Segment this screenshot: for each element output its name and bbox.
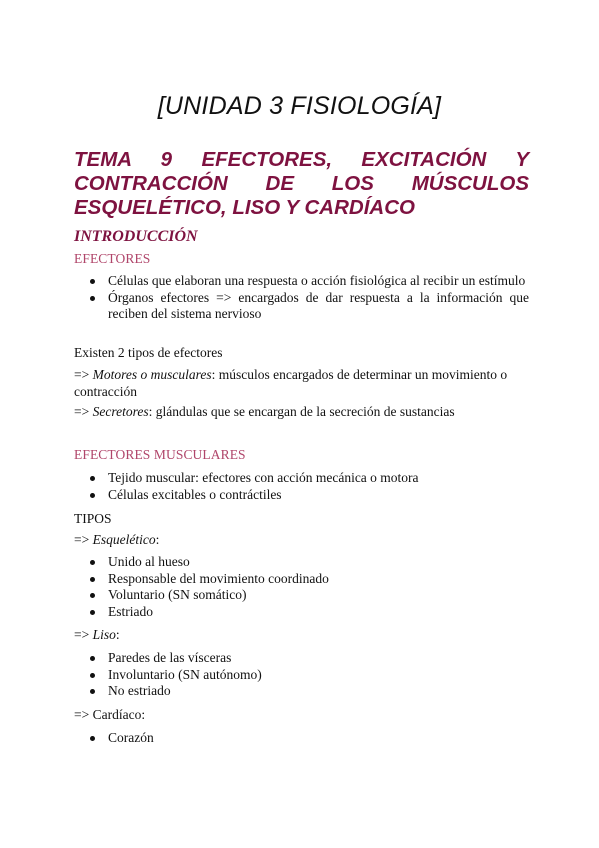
liso-list [74, 650, 529, 700]
list-item: Órganos efectores => encargados de dar respuesta a la información que reciben del sistema nervioso [74, 290, 529, 323]
types-intro: Existen 2 tipos de efectores [74, 345, 223, 360]
bullet-icon [90, 560, 95, 565]
secretores-term: Secretores [92, 404, 149, 419]
bullet-icon [90, 296, 95, 301]
bullet-icon [90, 656, 95, 661]
list-item: Tejido muscular: efectores con acción mecánica o motora [74, 470, 529, 487]
bullet-icon [90, 736, 95, 741]
tema-title: TEMA 9 EFECTORES, EXCITACIÓN Y CONTRACCIÓN DE LOS MÚSCULOS ESQUELÉTICO, LISO Y CARDÍACO [74, 148, 529, 219]
efectores-list [74, 273, 529, 323]
motores-term: Motores o musculares [92, 367, 212, 382]
list-item: Involuntario (SN autónomo) [74, 667, 529, 684]
bullet-icon [90, 689, 95, 694]
esqueletico-list [74, 554, 529, 620]
bullet-icon [90, 476, 95, 481]
list-item: Voluntario (SN somático) [74, 587, 529, 604]
liso-label: => Liso: [74, 627, 120, 642]
bullet-icon [90, 279, 95, 284]
tipos-label: TIPOS [74, 511, 112, 526]
list-item: Células que elaboran una respuesta o acción fisiológica al recibir un estímulo [74, 273, 529, 290]
efectores-subheading: EFECTORES [74, 251, 151, 266]
bullet-icon [90, 493, 95, 498]
list-item: Responsable del movimiento coordinado [74, 571, 529, 588]
list-item: No estriado [74, 683, 529, 700]
list-item: Estriado [74, 604, 529, 621]
esqueletico-term: Esquelético [92, 532, 156, 547]
bullet-icon [90, 577, 95, 582]
esqueletico-label: => Esquelético: [74, 532, 160, 547]
list-item: Corazón [74, 730, 529, 747]
bullet-icon [90, 610, 95, 615]
liso-term: Liso [92, 627, 116, 642]
list-item: Unido al hueso [74, 554, 529, 571]
unit-title: [UNIDAD 3 FISIOLOGÍA] [157, 92, 442, 120]
intro-heading: INTRODUCCIÓN [74, 228, 198, 245]
musculares-list [74, 470, 529, 503]
cardiaco-list [74, 730, 529, 747]
bullet-icon [90, 593, 95, 598]
secretores-paragraph: => Secretores: glándulas que se encargan de la secreción de sustancias [74, 404, 455, 419]
list-item: Paredes de las vísceras [74, 650, 529, 667]
cardiaco-label: => Cardíaco: [74, 707, 146, 722]
bullet-icon [90, 673, 95, 678]
list-item: Células excitables o contráctiles [74, 487, 529, 504]
musculares-subheading: EFECTORES MUSCULARES [74, 447, 246, 462]
motores-paragraph: => Motores o musculares: músculos encargados de determinar un movimiento o contracción [74, 367, 508, 399]
